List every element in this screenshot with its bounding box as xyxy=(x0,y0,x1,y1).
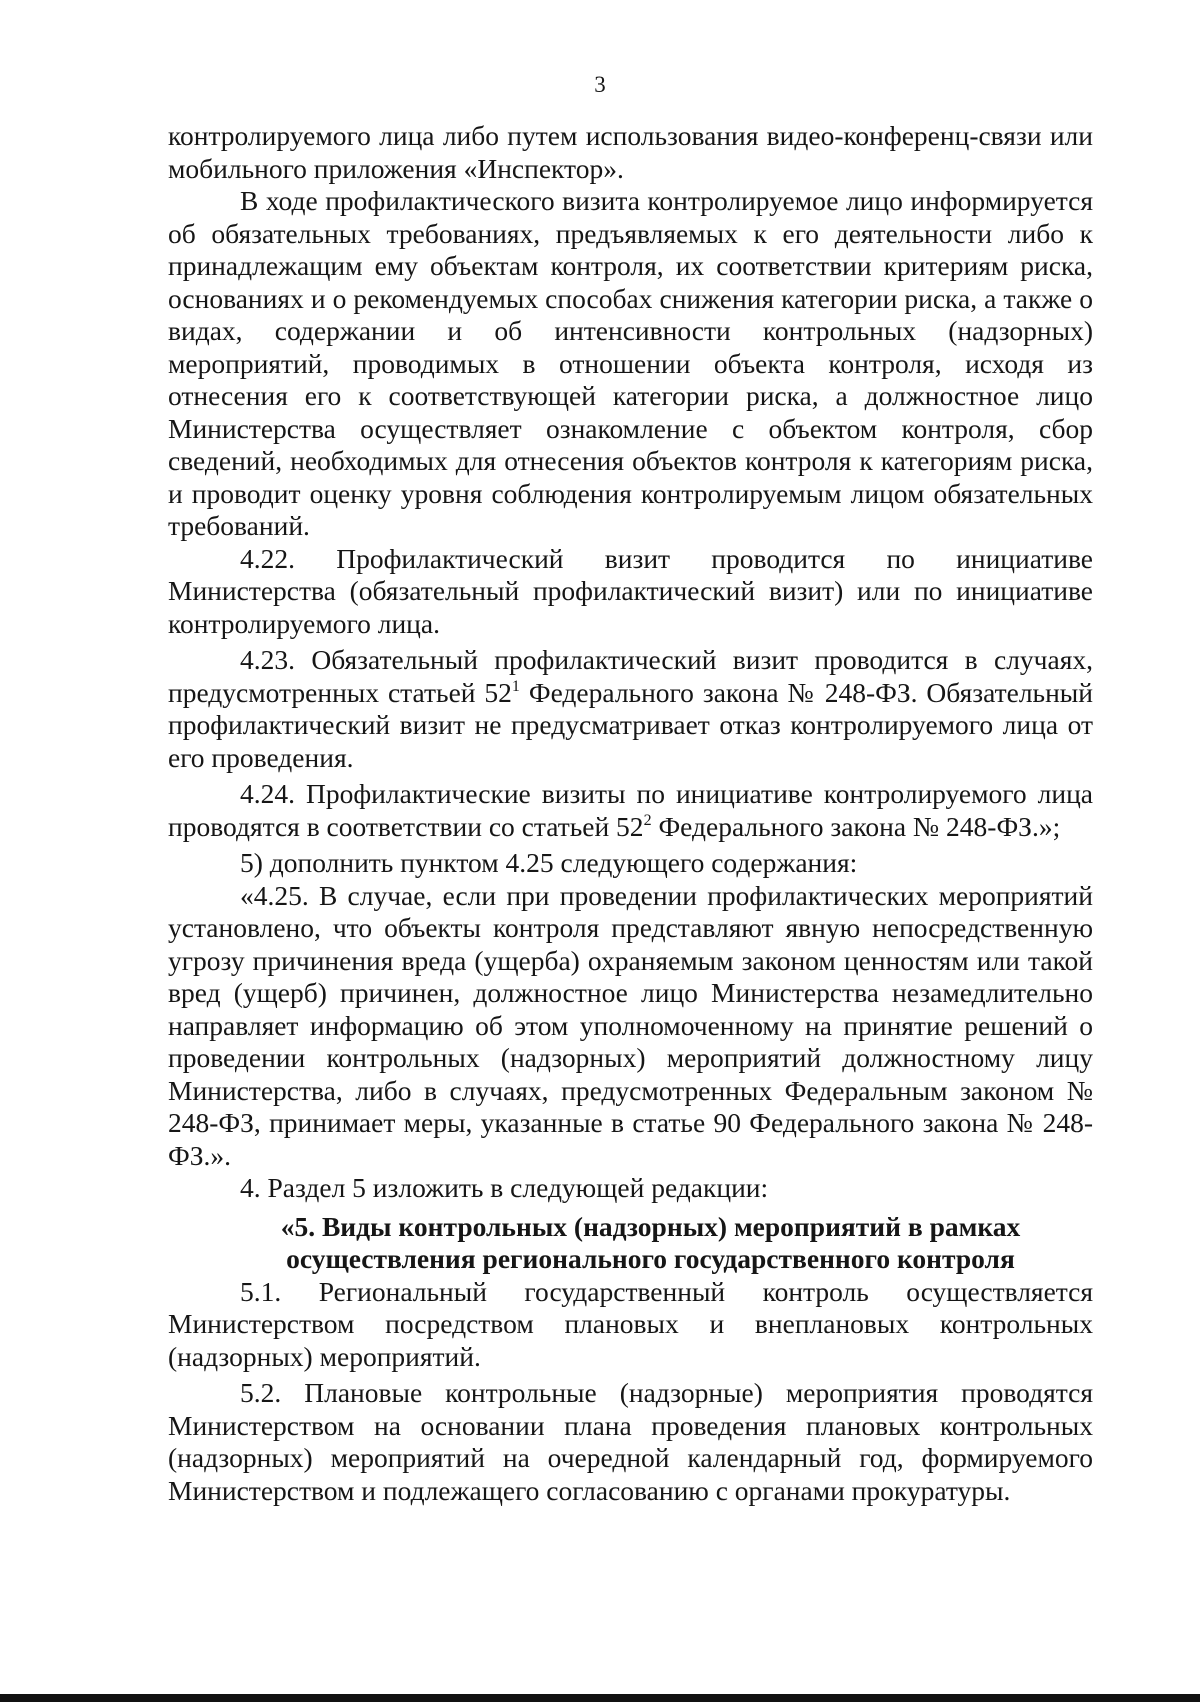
paragraph-4-23: 4.23. Обязательный профилактический визит проводится в случаях, предусмотренных статьей $52^1$ Федерального закона № 248-ФЗ. Обязательный профилактический визит не предусматривает отказ контролируемого лица от его проведения. xyxy=(168,644,1093,773)
paragraph-5-2: 5.2. Плановые контрольные (надзорные) мероприятия проводятся Министерством на основании плана проведения плановых контрольных (надзорных) мероприятий на очередной календарный год, формируемого Министерством и подлежащего согласованию с органами прокуратуры. xyxy=(168,1377,1093,1506)
paragraph-5-1: 5.1. Региональный государственный контроль осуществляется Министерством посредством плановых и внеплановых контрольных (надзорных) мероприятий. xyxy=(168,1275,1093,1372)
superscript: 1 xyxy=(511,677,520,695)
paragraph-visit-info: В ходе профилактического визита контролируемое лицо информируется об обязательных требованиях, предъявляемых к его деятельности либо к принадлежащим ему объектам контроля, их соответствии критериям риска, основаниях и о рекомендуемых способах снижения категории риска, а также о видах, содержании и об интенсивности контрольных (надзорных) мероприятий, проводимых в отношении объекта контроля, исходя из отнесения его к соответствующей категории риска, а должностное лицо Министерства осуществляет ознакомление с объектом контроля, сбор сведений, необходимых для отнесения объектов контроля к категориям риска, и проводит оценку уровня соблюдения контролируемым лицом обязательных требований. xyxy=(168,185,1093,541)
document-body xyxy=(168,120,1093,1507)
page-number: 3 xyxy=(594,72,606,97)
superscript: 2 xyxy=(643,811,652,829)
paragraph-continuation: контролируемого лица либо путем использования видео-конференц-связи или мобильного приложения «Инспектор». xyxy=(168,120,1093,184)
paragraph-4-25: «4.25. В случае, если при проведении профилактических мероприятий установлено, что объекты контроля представляют явную непосредственную угрозу причинения вреда (ущерба) охраняемым законом ценностям или такой вред (ущерб) причинен, должностное лицо Министерства незамедлительно направляет информацию об этом уполномоченному на принятие решений о проведении контрольных (надзорных) мероприятий должностному лицу Министерства, либо в случаях, предусмотренных Федеральным законом № 248-ФЗ, принимает меры, указанные в статье 90 Федерального закона № 248-ФЗ.». xyxy=(168,879,1093,1171)
section-heading: «5. Виды контрольных (надзорных) мероприятий в рамках осуществления регионального государственного контроля xyxy=(280,1210,1021,1274)
scan-edge-line xyxy=(0,1694,1200,1702)
paragraph-section-5-intro: 4. Раздел 5 изложить в следующей редакции: xyxy=(240,1172,769,1203)
paragraph-4-24: 4.24. Профилактические визиты по инициативе контролируемого лица проводятся в соответствии со статьей $52^2$ Федерального закона № 248-ФЗ.»; xyxy=(168,778,1093,842)
paragraph-item-5: 5) дополнить пунктом 4.25 следующего содержания: xyxy=(240,847,858,878)
paragraph-4-22: 4.22. Профилактический визит проводится по инициативе Министерства (обязательный профилактический визит) или по инициативе контролируемого лица. xyxy=(168,542,1093,639)
